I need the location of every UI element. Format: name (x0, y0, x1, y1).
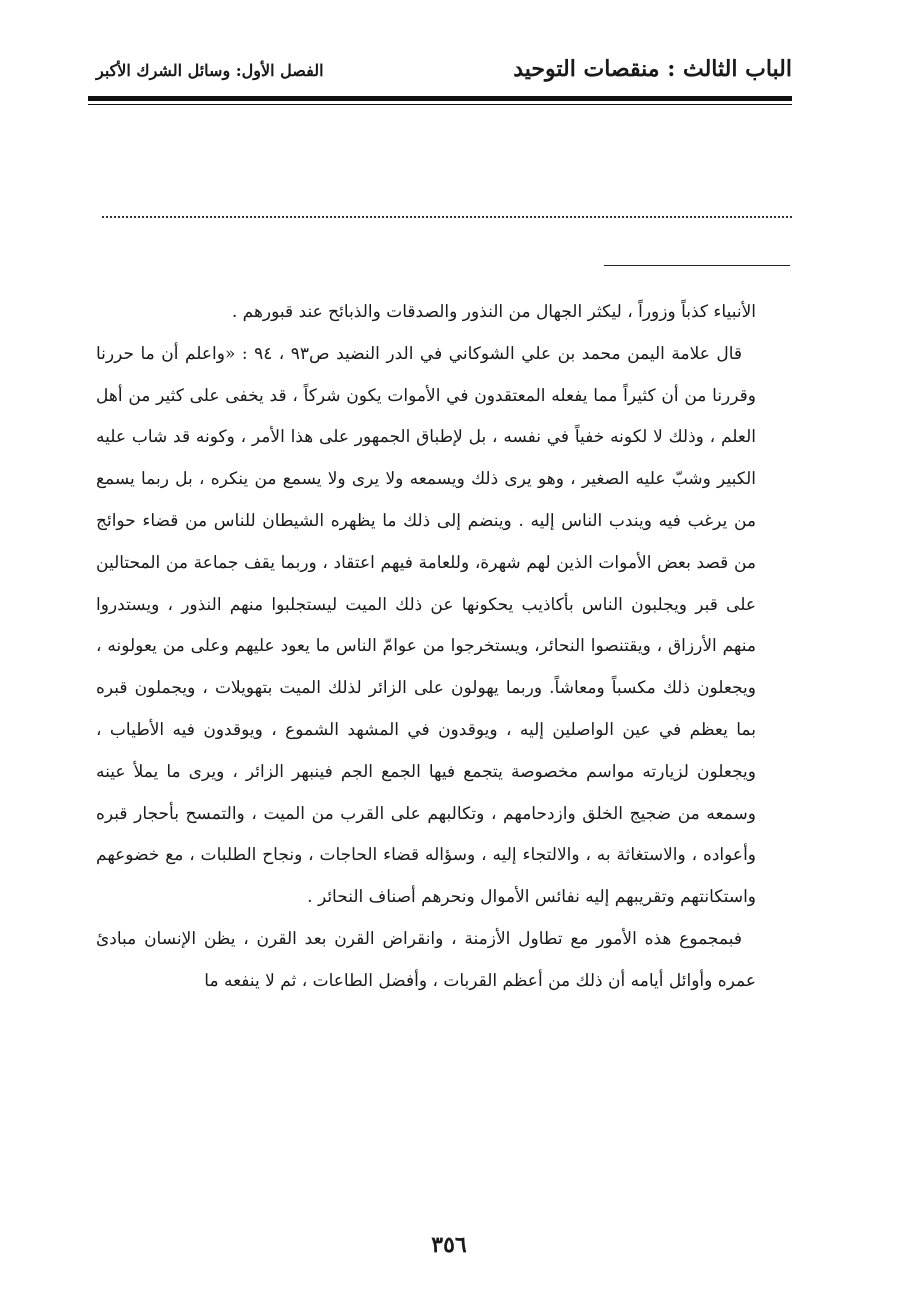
chapter-title: الفصل الأول: وسائل الشرك الأكبر (96, 61, 324, 80)
footnote-rule (604, 265, 790, 266)
header-rule-thick (88, 96, 792, 101)
dotted-separator (102, 216, 792, 218)
page-number: ٣٥٦ (431, 1232, 467, 1258)
paragraph-continuation: الأنبياء كذباً وزوراً ، ليكثر الجهال من النذور والصدقات والذبائح عند قبورهم . (231, 302, 756, 322)
body-text (96, 292, 756, 1003)
paragraph-quote: قال علامة اليمن محمد بن علي الشوكاني في الدر النضيد ص٩٣ ، ٩٤ : «واعلم أن ما حررنا وقررنا من أن كثيراً مما يفعله المعتقدون في الأموات يكون شركاً ، قد يخفى على كثير من أهل العلم ، وذلك لا لكونه خفياً في نفسه ، بل لإطباق الجمهور على هذا الأمر ، وكونه قد شاب عليه الكبير وشبّ عليه الصغير ، وهو يرى ذلك ويسمعه ولا يرى ولا يسمع من ينكره ، بل ربما يسمع من يرغب فيه ويندب الناس إليه . وينضم إلى ذلك ما يظهره الشيطان للناس من قضاء حوائج من قصد بعض الأموات الذين لهم شهرة، وللعامة فيهم اعتقاد ، وربما يقف جماعة من المحتالين على قبر ويجلبون الناس بأكاذيب يحكونها عن ذلك الميت ليستجلبوا منهم النذور ، ويستدروا منهم الأرزاق ، ويقتنصوا النحائر، ويستخرجوا من عوامّ الناس ما يعود عليهم وعلى من يعولونه ، ويجعلون ذلك مكسباً ومعاشاً. وربما يهولون على الزائر لذلك الميت بتهويلات ، ويجملون قبره بما يعظم في عين الواصلين إليه ، ويوقدون في المشهد الشموع ، ويوقدون فيه الأطياب ، ويجعلون لزيارته مواسم مخصوصة يتجمع فيها الجمع الجم فينبهر الزائر ، ويرى ما يملأ عينه وسمعه من ضجيج الخلق وازدحامهم ، وتكالبهم على القرب من الميت ، والتمسح بأحجار قبره وأعواده ، والاستغاثة به ، والالتجاء إليه ، وسؤاله قضاء الحاجات ، ونجاح الطلبات ، مع خضوعهم واستكانتهم وتقريبهم إليه نفائس الأموال ونحرهم أصناف النحائر . (96, 343, 756, 908)
paragraph-final: فبمجموع هذه الأمور مع تطاول الأزمنة ، وانقراض القرن بعد القرن ، يظن الإنسان مبادئ عمره وأوائل أيامه أن ذلك من أعظم القربات ، وأفضل الطاعات ، ثم لا ينفعه ما (96, 928, 756, 991)
running-header (96, 54, 792, 88)
header-rule-thin (88, 104, 792, 105)
part-title: الباب الثالث : منقصات التوحيد (513, 56, 792, 82)
